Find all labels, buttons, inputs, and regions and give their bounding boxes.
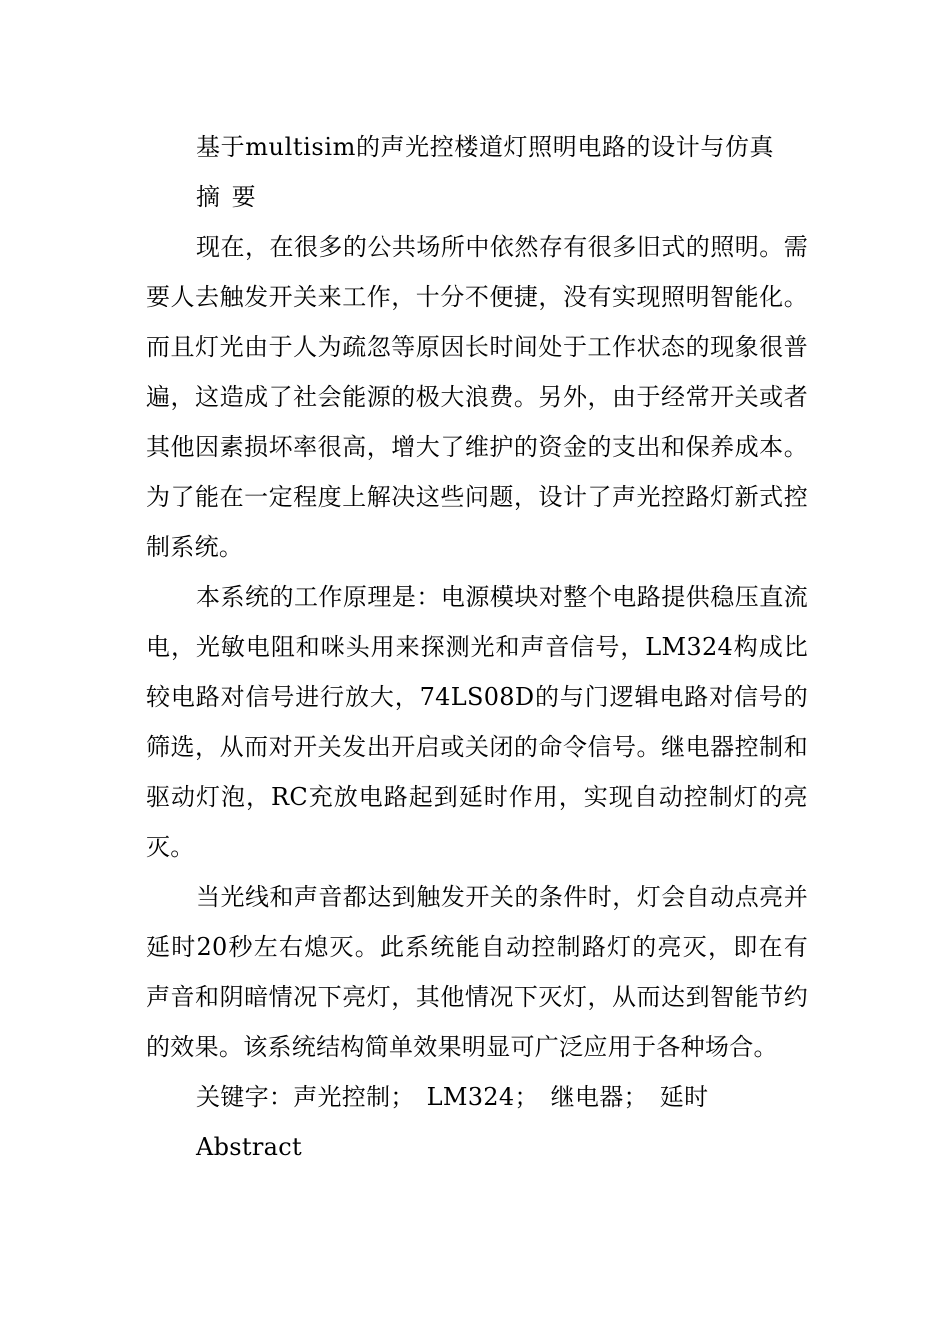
abstract-heading: 摘 要	[196, 183, 258, 211]
document-title: 基于multisim的声光控楼道灯照明电路的设计与仿真	[196, 133, 775, 161]
abstract-paragraph-3: 当光线和声音都达到触发开关的条件时，灯会自动点亮并延时20秒左右熄灭。此系统能自动控制路灯的亮灭，即在有声音和阴暗情况下亮灯，其他情况下灭灯，从而达到智能节约的效果。该系统结构简单效果明显可广泛应用于各种场合。	[146, 883, 808, 1061]
english-abstract-heading: Abstract	[196, 1133, 302, 1161]
abstract-paragraph-1: 现在，在很多的公共场所中依然存有很多旧式的照明。需要人去触发开关来工作，十分不便捷，没有实现照明智能化。而且灯光由于人为疏忽等原因长时间处于工作状态的现象很普遍，这造成了社会能源的极大浪费。另外，由于经常开关或者其他因素损坏率很高，增大了维护的资金的支出和保养成本。为了能在一定程度上解决这些问题，设计了声光控路灯新式控制系统。	[146, 233, 808, 561]
abstract-paragraph-2: 本系统的工作原理是：电源模块对整个电路提供稳压直流电，光敏电阻和咪头用来探测光和声音信号，LM324构成比较电路对信号进行放大，74LS08D的与门逻辑电路对信号的筛选，从而对开关发出开启或关闭的命令信号。继电器控制和驱动灯泡，RC充放电路起到延时作用，实现自动控制灯的亮灭。	[146, 583, 808, 861]
keywords-line: 关键字：声光控制； LM324； 继电器； 延时	[196, 1083, 709, 1111]
document-body	[146, 122, 808, 1172]
